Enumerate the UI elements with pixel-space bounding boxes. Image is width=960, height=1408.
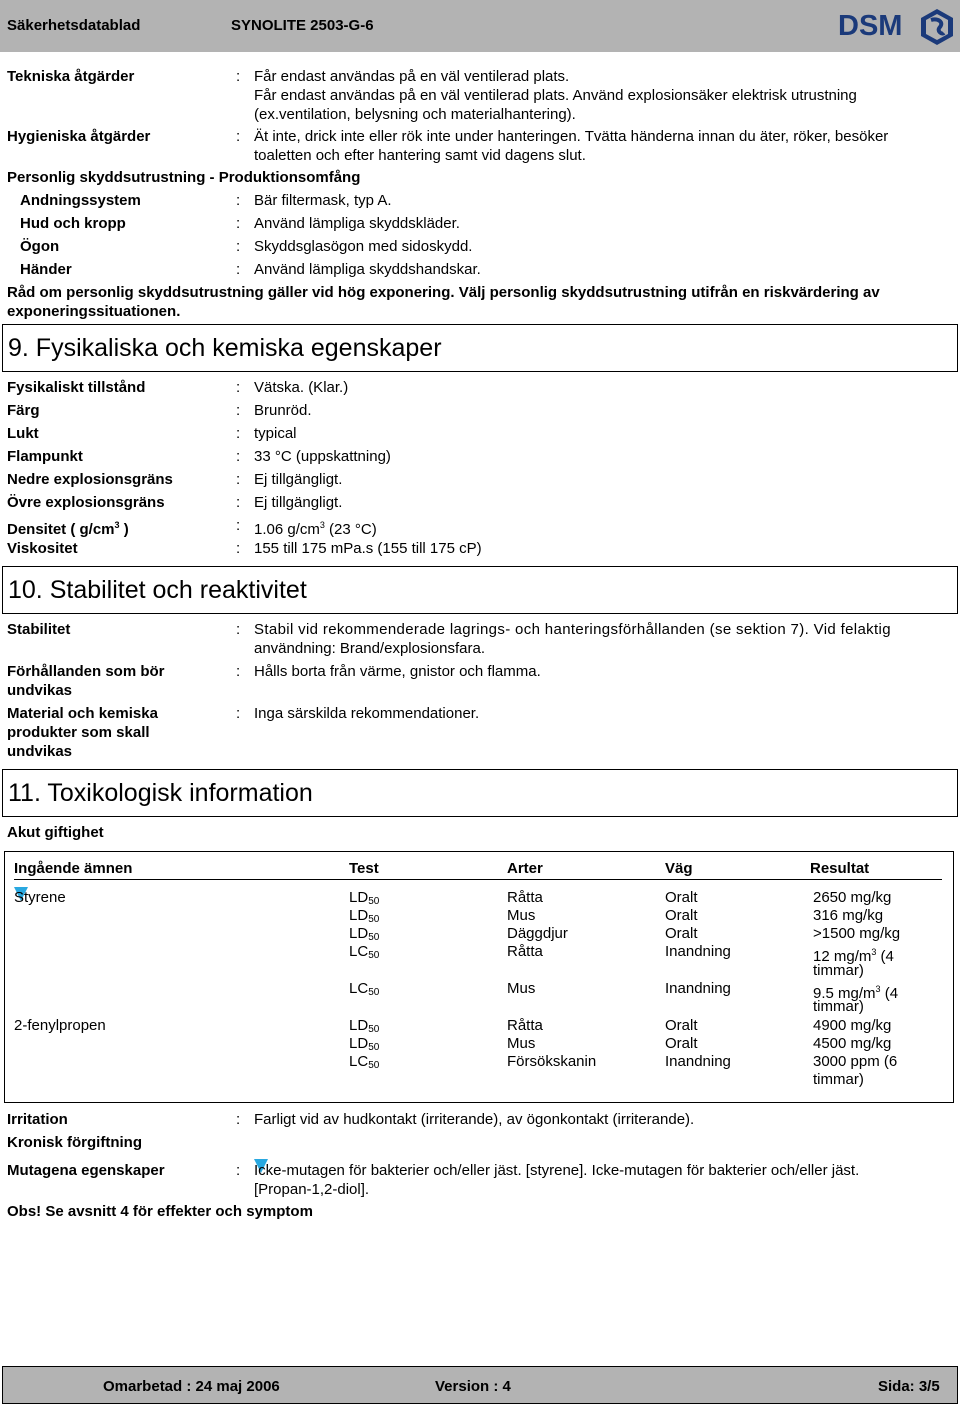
- density-value: 1.06 $g/cm^3$ (23 °C): [254, 520, 377, 538]
- footer-page: Sida: 3/5: [878, 1378, 940, 1395]
- viscosity-label: Viskositet: [7, 540, 78, 557]
- table-cell-species: Mus: [507, 980, 536, 997]
- dsm-emblem-icon: [918, 8, 956, 46]
- property-value: typical: [254, 425, 297, 442]
- property-label: Färg: [7, 402, 40, 419]
- table-header: Test: [349, 860, 379, 877]
- materials-label: undvikas: [7, 743, 73, 760]
- table-cell-result: 316 mg/kg: [813, 907, 884, 924]
- table-cell-result: 2650 mg/kg: [813, 889, 892, 906]
- colon: :: [236, 192, 241, 209]
- note: Obs! Se avsnitt 4 för effekter och symptom: [7, 1203, 313, 1220]
- table-cell-route: Oralt: [665, 925, 698, 942]
- colon: :: [236, 663, 241, 680]
- table-cell-test: $LD_{50}$: [349, 889, 380, 907]
- ppe-label: Ögon: [20, 238, 60, 255]
- table-cell-species: Mus: [507, 907, 536, 924]
- colon: :: [236, 517, 241, 534]
- table-header: Resultat: [810, 860, 870, 877]
- table-cell-test: $LD_{50}$: [349, 907, 380, 925]
- ppe-label: Andningssystem: [20, 192, 141, 209]
- table-cell-result: 4500 mg/kg: [813, 1035, 892, 1052]
- materials-value: Inga särskilda rekommendationer.: [254, 705, 480, 722]
- irritation-value: Farligt vid av hudkontakt (irriterande), av ögonkontakt (irriterande).: [254, 1111, 695, 1128]
- colon: :: [236, 261, 241, 278]
- irritation-label: Irritation: [7, 1111, 68, 1128]
- table-cell-species: Försökskanin: [507, 1053, 597, 1070]
- row-value: Ät inte, drick inte eller rök inte under hanteringen. Tvätta händerna innan du äter, röker, besöker: [254, 128, 889, 145]
- table-header: Väg: [665, 860, 693, 877]
- colon: :: [236, 471, 241, 488]
- property-value: Ej tillgängligt.: [254, 494, 343, 511]
- table-cell-substance: 2-fenylpropen: [14, 1017, 106, 1034]
- stability-label: Stabilitet: [7, 621, 71, 638]
- acute-toxicity-label: Akut giftighet: [7, 824, 104, 841]
- stability-value: Stabil vid rekommenderade lagrings- och hanteringsförhållanden (se sektion 7). Vid felaktig: [254, 621, 891, 638]
- density-label: Densitet ( $g/cm^3$ ): [7, 520, 129, 538]
- table-header: Arter: [507, 860, 543, 877]
- viscosity-value: 155 till 175 mPa.s (155 till 175 cP): [254, 540, 482, 557]
- colon: :: [236, 215, 241, 232]
- row-value: Får endast användas på en väl ventilerad plats.: [254, 68, 570, 85]
- colon: :: [236, 448, 241, 465]
- colon: :: [236, 1111, 241, 1128]
- conditions-label: undvikas: [7, 682, 73, 699]
- table-cell-test: $LD_{50}$: [349, 1017, 380, 1035]
- table-cell-species: Mus: [507, 1035, 536, 1052]
- section-10-title: 10. Stabilitet och reaktivitet: [8, 576, 307, 604]
- table-cell-test: $LC_{50}$: [349, 980, 380, 998]
- section-9-title: 9. Fysikaliska och kemiska egenskaper: [8, 334, 442, 362]
- table-cell-route: Inandning: [665, 980, 731, 997]
- colon: :: [236, 68, 241, 85]
- conditions-value: Hålls borta från värme, gnistor och flamma.: [254, 663, 541, 680]
- ppe-advice: exponeringssituationen.: [7, 303, 181, 320]
- table-header-rule: [14, 879, 942, 880]
- logo-text: DSM: [838, 10, 903, 42]
- ppe-value: Bär filtermask, typ A.: [254, 192, 392, 209]
- colon: :: [236, 494, 241, 511]
- mutagenic-value: Icke-mutagen för bakterier och/eller jäst. [styrene]. Icke-mutagen för bakterier och/eller jäst.: [254, 1162, 860, 1179]
- ppe-advice: Råd om personlig skyddsutrustning gäller vid hög exponering. Välj personlig skyddsutrustning utifrån en riskvärdering av: [7, 284, 880, 301]
- ppe-value: Skyddsglasögon med sidoskydd.: [254, 238, 473, 255]
- property-value: Brunröd.: [254, 402, 312, 419]
- ppe-value: Använd lämpliga skyddskläder.: [254, 215, 460, 232]
- table-cell-route: Oralt: [665, 1017, 698, 1034]
- ppe-label: Hud och kropp: [20, 215, 126, 232]
- ppe-heading: Personlig skyddsutrustning - Produktionsomfång: [7, 169, 361, 186]
- colon: :: [236, 1162, 241, 1179]
- footer-version: Version : 4: [435, 1378, 511, 1395]
- row-value: (ex.ventilation, belysning och materialhantering).: [254, 106, 576, 123]
- table-cell-route: Oralt: [665, 889, 698, 906]
- doc-type: Säkerhetsdatablad: [7, 17, 141, 34]
- table-cell-test: $LD_{50}$: [349, 925, 380, 943]
- table-cell-test: $LD_{50}$: [349, 1035, 380, 1053]
- property-value: Vätska. (Klar.): [254, 379, 349, 396]
- property-label: Flampunkt: [7, 448, 83, 465]
- row-label: Tekniska åtgärder: [7, 68, 135, 85]
- table-cell-species: Råtta: [507, 1017, 543, 1034]
- property-label: Fysikaliskt tillstånd: [7, 379, 146, 396]
- table-cell-result: >1500 mg/kg: [813, 925, 901, 942]
- footer-revised: Omarbetad : 24 maj 2006: [103, 1378, 280, 1395]
- property-value: Ej tillgängligt.: [254, 471, 343, 488]
- table-cell-species: Däggdjur: [507, 925, 568, 942]
- materials-label: Material och kemiska: [7, 705, 158, 722]
- section-11-title: 11. Toxikologisk information: [8, 779, 313, 807]
- property-value: 33 °C (uppskattning): [254, 448, 391, 465]
- stability-value: användning: Brand/explosionsfara.: [254, 640, 485, 657]
- table-cell-result: timmar): [813, 998, 864, 1015]
- dsm-logo: [838, 8, 954, 46]
- row-value: Får endast användas på en väl ventilerad plats. Använd explosionsäker elektrisk utrustning: [254, 87, 857, 104]
- materials-label: produkter som skall: [7, 724, 150, 741]
- table-cell-route: Inandning: [665, 1053, 731, 1070]
- table-cell-test: $LC_{50}$: [349, 943, 380, 961]
- chronic-label: Kronisk förgiftning: [7, 1134, 142, 1151]
- table-cell-route: Oralt: [665, 1035, 698, 1052]
- ppe-value: Använd lämpliga skyddshandskar.: [254, 261, 481, 278]
- table-cell-species: Råtta: [507, 943, 543, 960]
- table-cell-route: Oralt: [665, 907, 698, 924]
- colon: :: [236, 128, 241, 145]
- mutagenic-value: [Propan-1,2-diol].: [254, 1181, 370, 1198]
- header-bar: [0, 0, 960, 52]
- colon: :: [236, 238, 241, 255]
- colon: :: [236, 705, 241, 722]
- table-cell-result: 9.5 $mg/m^3$ (4: [813, 984, 899, 1002]
- property-label: Lukt: [7, 425, 39, 442]
- property-label: Övre explosionsgräns: [7, 494, 165, 511]
- mutagenic-label: Mutagena egenskaper: [7, 1162, 165, 1179]
- table-cell-result: 12 $mg/m^3$ (4: [813, 947, 894, 965]
- colon: :: [236, 402, 241, 419]
- table-cell-substance: Styrene: [14, 889, 66, 906]
- table-cell-result: 4900 mg/kg: [813, 1017, 892, 1034]
- row-value: toaletten och efter hantering samt vid dagens slut.: [254, 147, 586, 164]
- toxicity-table: [4, 851, 954, 1103]
- property-label: Nedre explosionsgräns: [7, 471, 173, 488]
- table-header: Ingående ämnen: [14, 860, 133, 877]
- table-cell-species: Råtta: [507, 889, 543, 906]
- conditions-label: Förhållanden som bör: [7, 663, 165, 680]
- table-cell-result: timmar): [813, 1071, 864, 1088]
- table-cell-test: $LC_{50}$: [349, 1053, 380, 1071]
- row-label: Hygieniska åtgärder: [7, 128, 151, 145]
- colon: :: [236, 379, 241, 396]
- table-cell-result: timmar): [813, 962, 864, 979]
- colon: :: [236, 621, 241, 638]
- ppe-label: Händer: [20, 261, 72, 278]
- product-name: SYNOLITE 2503-G-6: [231, 17, 374, 34]
- table-cell-route: Inandning: [665, 943, 731, 960]
- table-cell-result: 3000 ppm (6: [813, 1053, 898, 1070]
- colon: :: [236, 540, 241, 557]
- colon: :: [236, 425, 241, 442]
